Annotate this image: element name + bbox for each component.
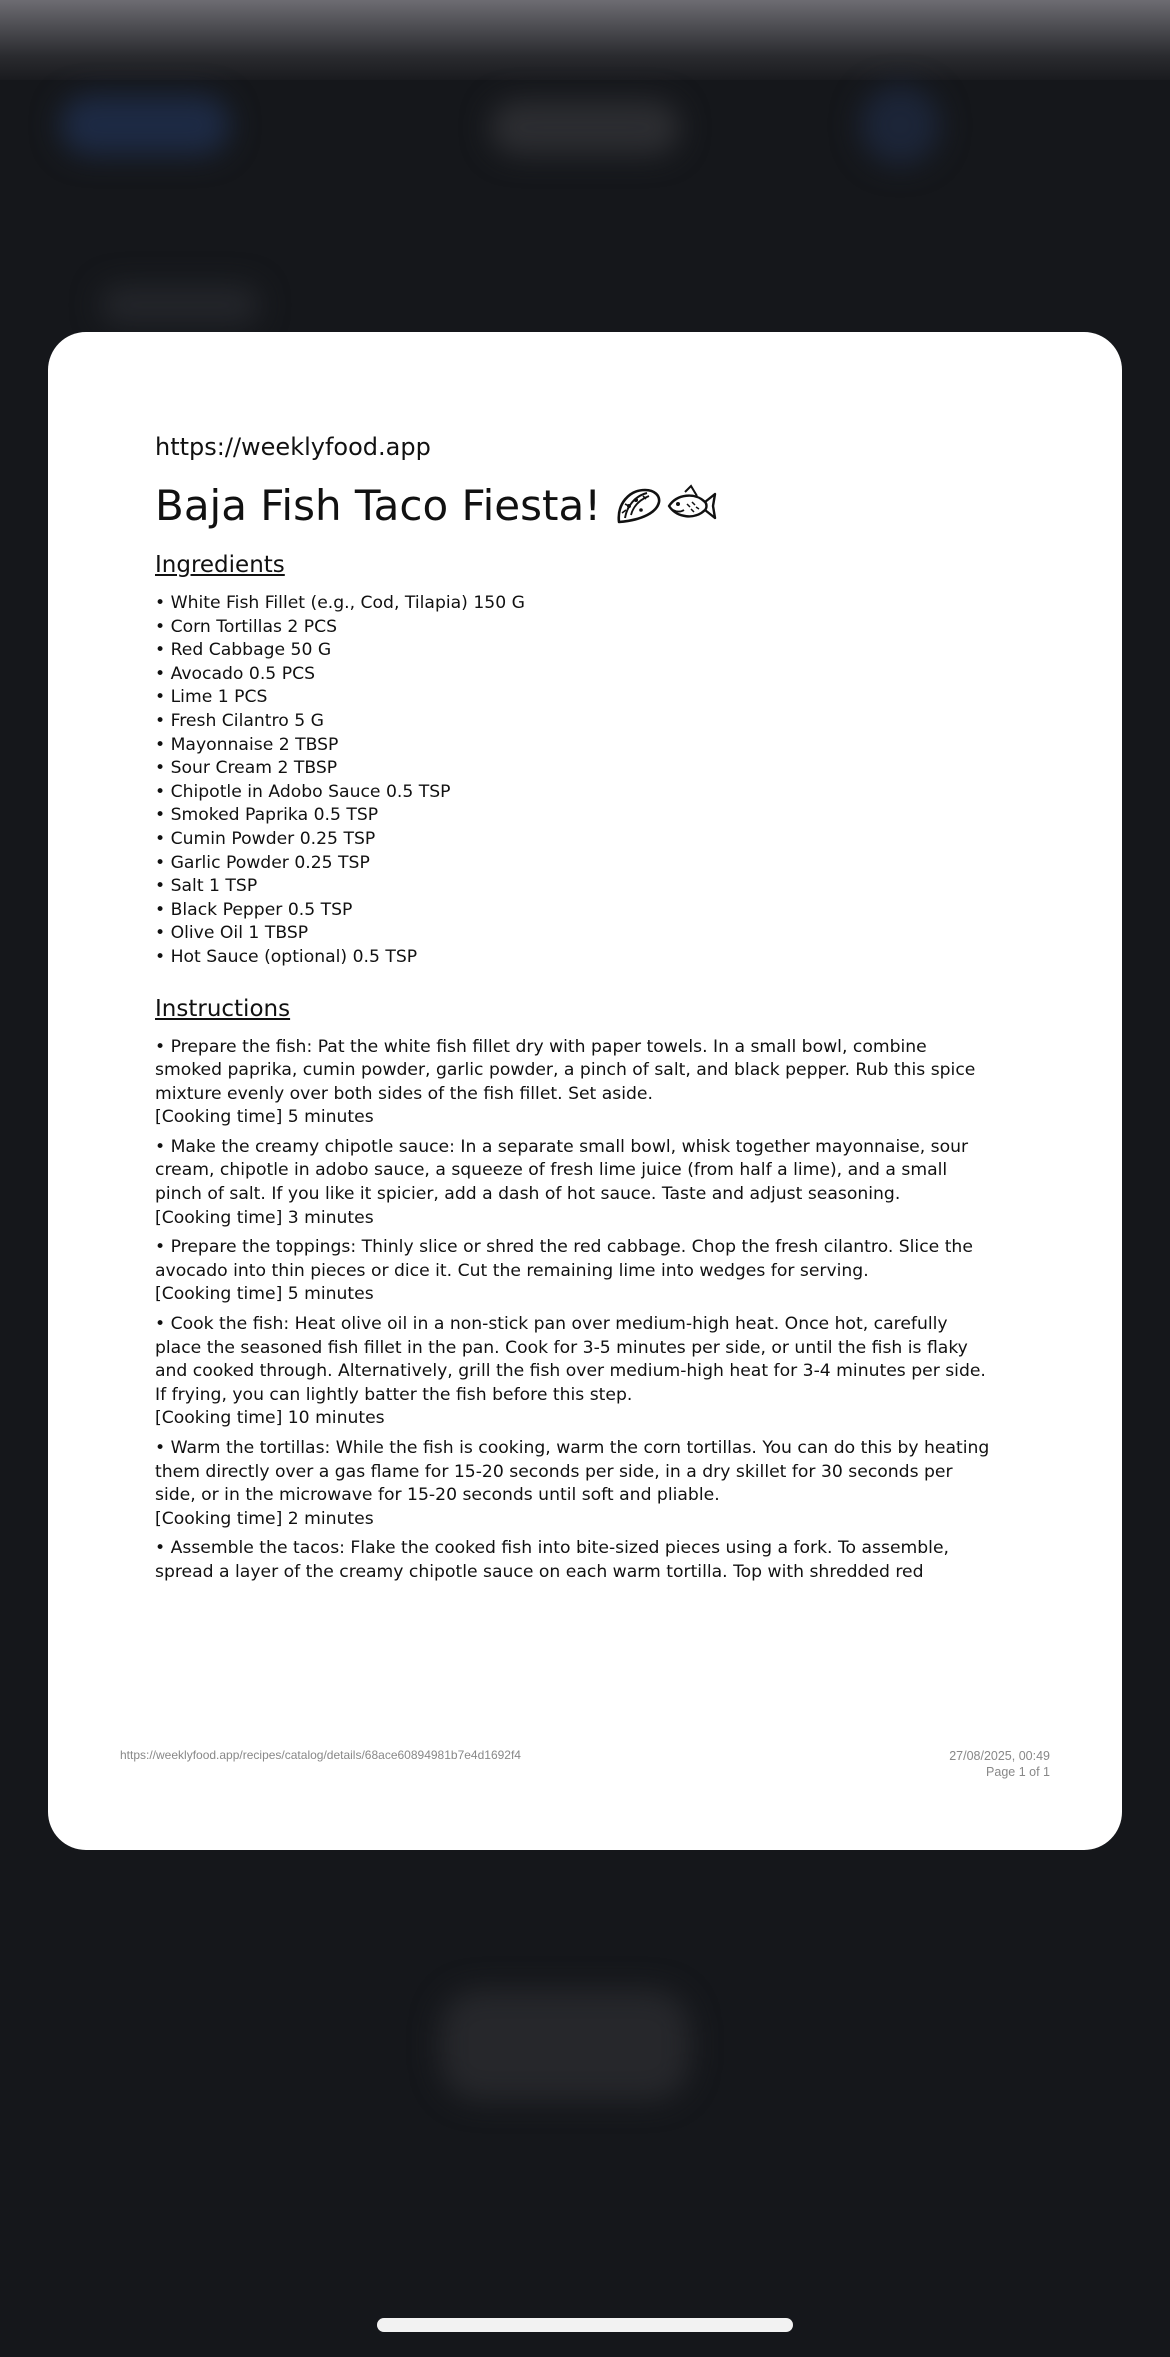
taco-icon xyxy=(613,484,663,528)
step-text: • Prepare the toppings: Thinly slice or shred the red cabbage. Chop the fresh cilantro. Slice the avocado into thin pieces or dice it. Cut the remaining lime into wedges for serving. xyxy=(155,1237,973,1281)
ingredient-item: • Avocado 0.5 PCS xyxy=(155,663,315,684)
step-text: • Prepare the fish: Pat the white fish fillet dry with paper towels. In a small bowl, combine smoked paprika, cumin powder, garlic powder, a pinch of salt, and black pepper. Rub this spice mixture evenly over both sides of the fish fillet. Set aside. xyxy=(155,1036,976,1104)
instructions-list xyxy=(155,1036,995,1585)
background-blurred-icon xyxy=(860,85,940,165)
background-blurred-title xyxy=(490,100,680,155)
recipe-title xyxy=(155,480,995,532)
ingredient-item: • Chipotle in Adobo Sauce 0.5 TSP xyxy=(155,781,451,802)
instruction-step xyxy=(155,1437,995,1531)
step-text: • Cook the fish: Heat olive oil in a non-stick pan over medium-high heat. Once hot, carefully place the seasoned fish fillet in the pan. Cook for 3-5 minutes per side, or until the fish is flaky and cooked through. Alternatively, grill the fish over medium-high heat for 3-4 minutes per side. If frying, you can lightly batter the fish before this step. xyxy=(155,1314,986,1405)
background-blurred-button xyxy=(60,95,230,155)
ingredients-list xyxy=(155,592,995,970)
ingredient-item: • Lime 1 PCS xyxy=(155,687,268,708)
instructions-heading: Instructions xyxy=(155,995,291,1022)
background-blurred-control xyxy=(440,1990,690,2100)
ingredient-item: • Black Pepper 0.5 TSP xyxy=(155,899,353,920)
instruction-step xyxy=(155,1236,995,1307)
ingredient-item: • White Fish Fillet (e.g., Cod, Tilapia) 150 G xyxy=(155,593,525,613)
print-preview-page[interactable] xyxy=(48,332,1122,1850)
ingredient-item: • Sour Cream 2 TBSP xyxy=(155,758,338,779)
instruction-step xyxy=(155,1036,995,1130)
recipe-content xyxy=(155,432,995,1591)
background-top-bar xyxy=(0,0,1170,80)
ingredient-item: • Garlic Powder 0.25 TSP xyxy=(155,852,370,873)
footer-page-number: Page 1 of 1 xyxy=(986,1765,1050,1779)
ingredient-item: • Salt 1 TSP xyxy=(155,876,258,897)
instruction-step xyxy=(155,1537,995,1584)
step-text: • Warm the tortillas: While the fish is cooking, warm the corn tortillas. You can do this by heating them directly over a gas flame for 15-20 seconds per side, in a dry skillet for 30 seconds per side, or in the microwave for 15-20 seconds until soft and pliable. xyxy=(155,1438,990,1506)
instruction-step xyxy=(155,1136,995,1230)
step-cooking-time: [Cooking time] 5 minutes xyxy=(155,1107,374,1128)
footer-meta xyxy=(949,1748,1050,1780)
title-emoji-group xyxy=(613,484,717,528)
step-cooking-time: [Cooking time] 10 minutes xyxy=(155,1408,385,1429)
background-blurred-label xyxy=(100,285,260,325)
home-indicator[interactable] xyxy=(377,2318,793,2332)
ingredients-heading: Ingredients xyxy=(155,552,285,578)
ingredient-item: • Fresh Cilantro 5 G xyxy=(155,710,324,731)
site-url: https://weeklyfood.app xyxy=(155,433,431,461)
footer-page-url: https://weeklyfood.app/recipes/catalog/details/68ace60894981b7e4d1692f4 xyxy=(120,1748,521,1762)
ingredient-item: • Mayonnaise 2 TBSP xyxy=(155,734,339,755)
step-text: • Make the creamy chipotle sauce: In a separate small bowl, whisk together mayonnaise, sour cream, chipotle in adobo sauce, a squeeze of fresh lime juice (from half a lime), and a small pinch of salt. If you like it spicier, add a dash of hot sauce. Taste and adjust seasoning. xyxy=(155,1136,969,1205)
ingredient-item: • Corn Tortillas 2 PCS xyxy=(155,616,338,637)
ingredient-item: • Red Cabbage 50 G xyxy=(155,640,332,661)
step-text: • Assemble the tacos: Flake the cooked fish into bite-sized pieces using a fork. To assemble, spread a layer of the creamy chipotle sauce on each warm tortilla. Top with shredded red xyxy=(155,1538,949,1582)
step-cooking-time: [Cooking time] 2 minutes xyxy=(155,1508,374,1529)
ingredient-item: • Cumin Powder 0.25 TSP xyxy=(155,828,376,849)
ingredient-item: • Smoked Paprika 0.5 TSP xyxy=(155,805,379,826)
fish-icon xyxy=(665,484,717,528)
ingredient-item: • Hot Sauce (optional) 0.5 TSP xyxy=(155,946,418,967)
step-cooking-time: [Cooking time] 3 minutes xyxy=(155,1207,374,1228)
footer-datetime: 27/08/2025, 00:49 xyxy=(949,1749,1050,1763)
ingredient-item: • Olive Oil 1 TBSP xyxy=(155,923,309,944)
recipe-title-text: Baja Fish Taco Fiesta! xyxy=(155,481,602,530)
instruction-step xyxy=(155,1313,995,1431)
step-cooking-time: [Cooking time] 5 minutes xyxy=(155,1284,374,1305)
